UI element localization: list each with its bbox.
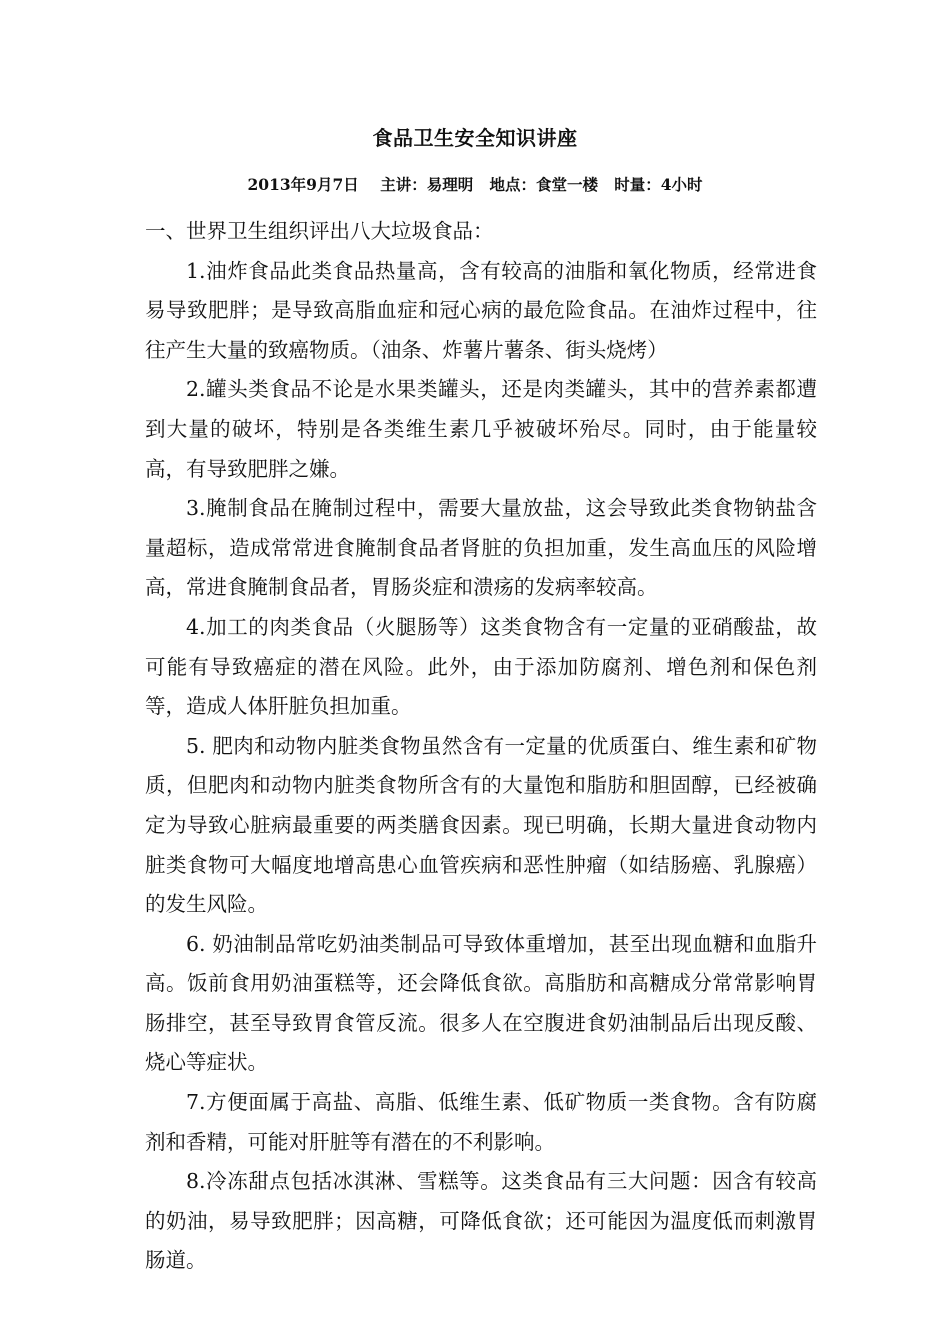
paragraph-fatty-meat-offal: 5. 肥肉和动物内脏类食物虽然含有一定量的优质蛋白、维生素和矿物质，但肥肉和动物内脏类食物所含有的大量饱和脂肪和胆固醇，已经被确定为导致心脏病最重要的两类膳食因素。现已明确，长期大量进食动物内脏类食物可大幅度地增高患心血管疾病和恶性肿瘤（如结肠癌、乳腺癌）的发生风险。 (145, 733, 817, 917)
lecture-info-line: 2013年9月7日 主讲：易理明 地点：食堂一楼 时量：4小时 (247, 175, 703, 194)
paragraph-pickled-food: 3.腌制食品在腌制过程中，需要大量放盐，这会导致此类食物钠盐含量超标，造成常常进食腌制食品者肾脏的负担加重，发生高血压的风险增高，常进食腌制食品者，胃肠炎症和溃疡的发病率较高。 (145, 496, 817, 600)
document-title: 食品卫生安全知识讲座 (372, 126, 578, 150)
document-body (145, 212, 817, 1281)
section-heading: 一、世界卫生组织评出八大垃圾食品： (145, 219, 494, 243)
paragraph-canned-food: 2.罐头类食品不论是水果类罐头，还是肉类罐头，其中的营养素都遭到大量的破坏，特别是各类维生素几乎被破坏殆尽。同时，由于能量较高，有导致肥胖之嫌。 (145, 377, 817, 481)
paragraph-fried-food: 1.油炸食品此类食品热量高，含有较高的油脂和氧化物质，经常进食易导致肥胖；是导致高脂血症和冠心病的最危险食品。在油炸过程中，往往产生大量的致癌物质。（油条、炸薯片薯条、街头烧烤） (145, 258, 817, 362)
paragraph-instant-noodles: 7.方便面属于高盐、高脂、低维生素、低矿物质一类食物。含有防腐剂和香精，可能对肝脏等有潜在的不利影响。 (145, 1090, 817, 1154)
paragraph-cream-products: 6. 奶油制品常吃奶油类制品可导致体重增加，甚至出现血糖和血脂升高。饭前食用奶油蛋糕等，还会降低食欲。高脂肪和高糖成分常常影响胃肠排空，甚至导致胃食管反流。很多人在空腹进食奶油制品后出现反酸、烧心等症状。 (145, 931, 817, 1075)
paragraph-frozen-desserts: 8.冷冻甜点包括冰淇淋、雪糕等。这类食品有三大问题：因含有较高的奶油，易导致肥胖；因高糖，可降低食欲；还可能因为温度低而刺激胃肠道。 (145, 1169, 817, 1273)
paragraph-processed-meat: 4.加工的肉类食品（火腿肠等）这类食物含有一定量的亚硝酸盐，故可能有导致癌症的潜在风险。此外，由于添加防腐剂、增色剂和保色剂等，造成人体肝脏负担加重。 (145, 614, 817, 719)
